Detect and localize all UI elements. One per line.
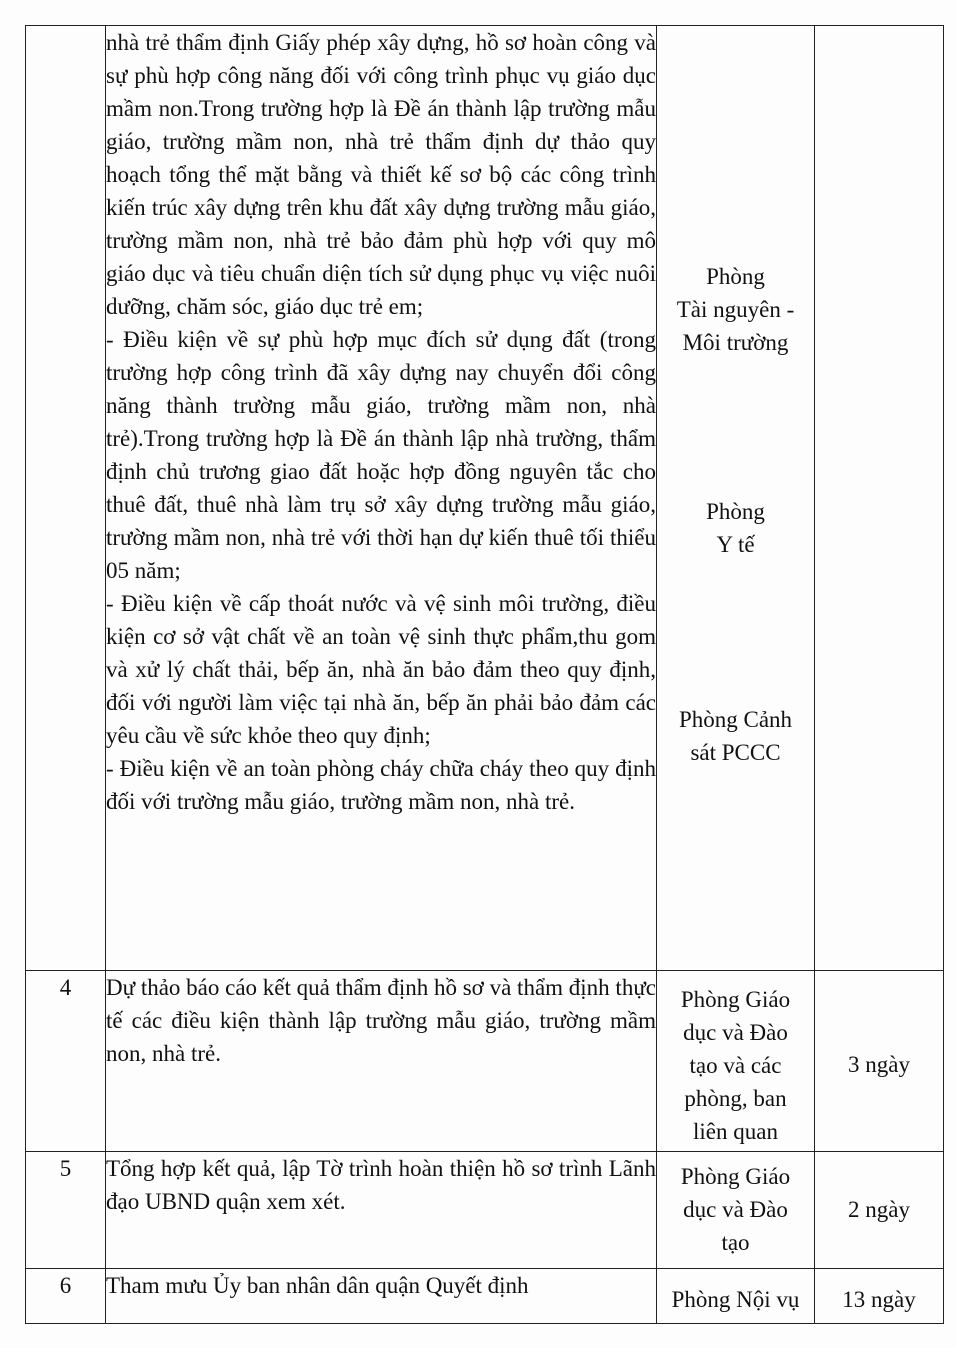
responsible-unit-cell: [657, 971, 815, 1152]
responsible-unit-cell: [657, 1269, 815, 1324]
step-paragraph: - Điều kiện về an toàn phòng cháy chữa cháy theo quy định đối với trường mẫu giáo, trường mầm non, nhà trẻ.: [106, 756, 656, 814]
step-paragraph: Tổng hợp kết quả, lập Tờ trình hoàn thiện hồ sơ trình Lãnh đạo UBND quận xem xét.: [106, 1156, 656, 1214]
responsible-unit: Phòng Cảnh sát PCCC: [678, 707, 793, 765]
step-number: 4: [59, 975, 72, 1000]
step-content-cell: [106, 26, 657, 971]
step-content-cell: [106, 1152, 657, 1269]
table-row: [26, 26, 944, 971]
responsible-unit: Phòng Giáo dục và Đào tạo và các phòng, ban liên quan: [680, 987, 791, 1144]
responsible-unit: Phòng Nội vụ: [671, 1287, 800, 1312]
step-content-cell: [106, 1269, 657, 1324]
duration: 13 ngày: [842, 1287, 916, 1312]
responsible-unit: Phòng Y tế: [706, 499, 765, 557]
duration: 3 ngày: [848, 1052, 910, 1077]
duration-cell: [815, 26, 944, 971]
step-paragraph: - Điều kiện về cấp thoát nước và vệ sinh môi trường, điều kiện cơ sở vật chất về an toàn vệ sinh thực phẩm,thu gom và xử lý chất thải, bếp ăn, nhà ăn bảo đảm theo quy định, đối với người làm việc tại nhà ăn, bếp ăn phải bảo đảm các yêu cầu về sức khỏe theo quy định;: [106, 591, 656, 748]
duration: 2 ngày: [848, 1197, 910, 1222]
procedure-table: [25, 25, 944, 1324]
responsible-unit-cell: [657, 26, 815, 971]
step-number-cell: [26, 971, 106, 1152]
step-number-cell: [26, 1152, 106, 1269]
step-content-cell: [106, 971, 657, 1152]
step-paragraph: - Điều kiện về sự phù hợp mục đích sử dụng đất (trong trường hợp công trình đã xây dựng nay chuyển đổi công năng thành trường mẫu giáo, trường mầm non, nhà trẻ).Trong trường hợp là Đề án thành lập nhà trường, thẩm định chủ trương giao đất hoặc hợp đồng nguyên tắc cho thuê đất, thuê nhà làm trụ sở xây dựng trường mẫu giáo, trường mầm non, nhà trẻ với thời hạn dự kiến thuê tối thiểu 05 năm;: [106, 327, 656, 583]
duration-cell: [815, 971, 944, 1152]
responsible-unit: Phòng Tài nguyên - Môi trường: [676, 264, 795, 355]
step-number-cell: [26, 26, 106, 971]
step-number: 5: [59, 1156, 72, 1181]
step-number-cell: [26, 1269, 106, 1324]
responsible-unit: Phòng Giáo dục và Đào tạo: [680, 1164, 791, 1255]
table-row: [26, 971, 944, 1152]
table-row: [26, 1269, 944, 1324]
responsible-unit-cell: [657, 1152, 815, 1269]
step-number: 6: [59, 1273, 72, 1298]
step-paragraph: Dự thảo báo cáo kết quả thẩm định hồ sơ và thẩm định thực tế các điều kiện thành lập trường mẫu giáo, trường mầm non, nhà trẻ.: [106, 975, 657, 1066]
table-row: [26, 1152, 944, 1269]
duration-cell: [815, 1269, 944, 1324]
step-paragraph: nhà trẻ thẩm định Giấy phép xây dựng, hồ sơ hoàn công và sự phù hợp công năng đối với công trình phục vụ giáo dục mầm non.Trong trường hợp là Đề án thành lập trường mẫu giáo, trường mầm non, nhà trẻ thẩm định dự thảo quy hoạch tổng thể mặt bằng và thiết kế sơ bộ các công trình kiến trúc xây dựng trên khu đất xây dựng trường mẫu giáo, trường mầm non, nhà trẻ bảo đảm phù hợp với quy mô giáo dục và tiêu chuẩn diện tích sử dụng phục vụ việc nuôi dưỡng, chăm sóc, giáo dục trẻ em;: [106, 30, 656, 319]
step-paragraph: Tham mưu Ủy ban nhân dân quận Quyết định: [106, 1273, 529, 1298]
duration-cell: [815, 1152, 944, 1269]
